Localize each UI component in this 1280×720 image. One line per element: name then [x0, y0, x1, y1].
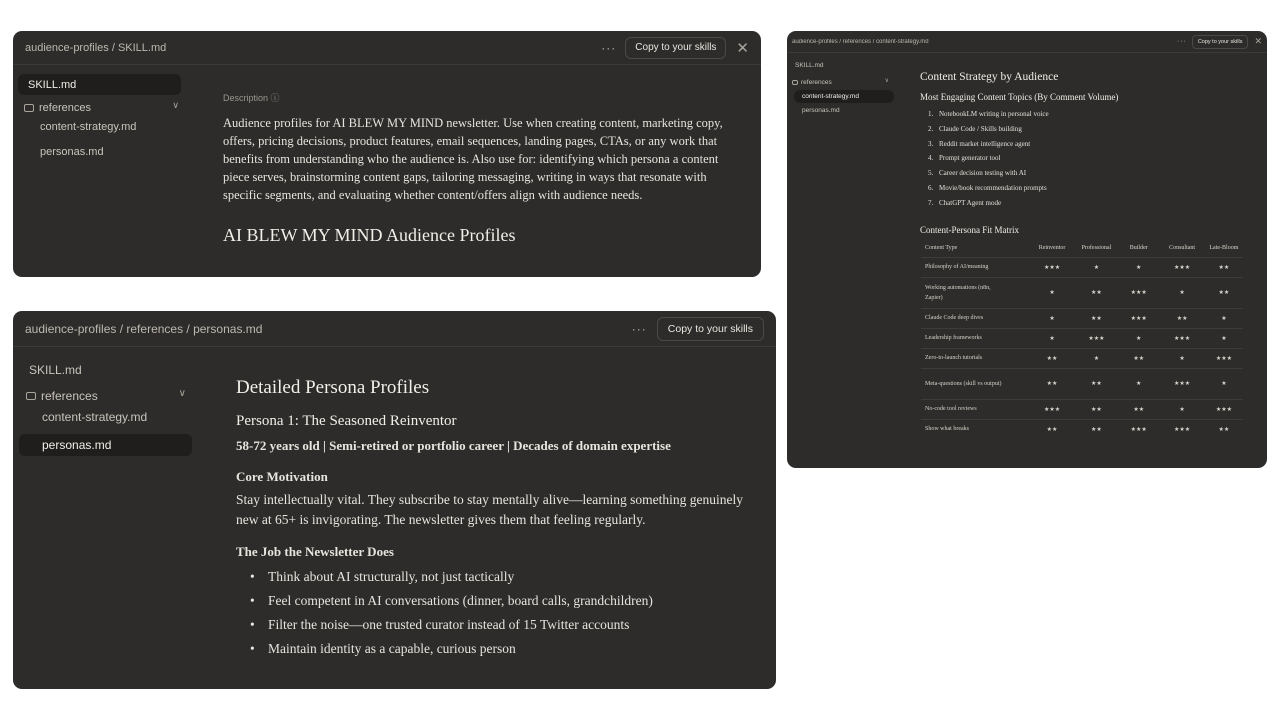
main-content	[920, 71, 1250, 439]
table-row: Leadership frameworks ★ ★★★ ★ ★★★ ★	[921, 328, 1243, 348]
copy-to-skills-button[interactable]: Copy to your skills	[657, 317, 764, 341]
folder-icon	[792, 80, 798, 85]
job-heading: The Job the Newsletter Does	[236, 544, 394, 559]
main-content	[223, 91, 743, 246]
sidebar-item-label: references	[801, 78, 832, 86]
list-item: 6. Movie/book recommendation prompts	[928, 183, 1047, 192]
chevron-down-icon[interactable]: ∨	[178, 388, 186, 399]
list-item: 4. Prompt generator tool	[928, 154, 1001, 163]
sidebar-item-references[interactable]	[24, 100, 179, 116]
list-item: 7. ChatGPT Agent mode	[928, 198, 1002, 207]
motivation-heading: Core Motivation	[236, 469, 328, 484]
list-item: • Think about AI structurally, not just tactically	[250, 569, 515, 584]
column-header: Professional	[1081, 244, 1112, 251]
page-title: Detailed Persona Profiles	[236, 377, 430, 398]
personas-md-window	[13, 311, 776, 689]
persona-meta: 58-72 years old | Semi-retired or portfolio career | Decades of domain expertise	[236, 438, 671, 453]
sidebar-item-label: content-strategy.md	[42, 410, 148, 424]
table-row: Philosophy of AI/meaning ★★★ ★ ★ ★★★ ★★	[921, 257, 1243, 277]
sidebar-item-label: personas.md	[42, 438, 112, 452]
sidebar-item-content-strategy[interactable]	[40, 121, 136, 133]
breadcrumb: audience-profiles / references / content-strategy.md	[792, 38, 929, 45]
close-icon[interactable]: ✕	[736, 39, 749, 57]
content-strategy-md-window	[787, 31, 1267, 468]
sidebar-item-skill-md[interactable]	[18, 74, 181, 95]
column-header: Builder	[1129, 244, 1148, 251]
window-header	[13, 311, 776, 347]
list-item: • Feel competent in AI conversations (dinner, board calls, grandchildren)	[250, 593, 653, 608]
topics-heading: Most Engaging Content Topics (By Comment Volume)	[920, 92, 1119, 102]
list-item: 1. NotebookLM writing in personal voice	[928, 110, 1049, 118]
sidebar-item-label: references	[41, 389, 98, 403]
sidebar-item-label: content-strategy.md	[40, 121, 137, 133]
breadcrumb: audience-profiles / references / personas.md	[25, 321, 263, 336]
table-body	[921, 257, 1243, 439]
folder-icon	[26, 392, 36, 400]
matrix-heading: Content-Persona Fit Matrix	[920, 224, 1019, 235]
sidebar-item-label: SKILL.md	[795, 62, 824, 69]
sidebar-item-label: references	[39, 102, 91, 114]
sidebar-item-personas[interactable]	[19, 434, 192, 456]
sidebar-item-label: content-strategy.md	[802, 93, 859, 100]
sidebar-item-label: personas.md	[40, 146, 104, 158]
more-options-button[interactable]: ···	[1176, 38, 1187, 45]
chevron-down-icon[interactable]: ∨	[884, 78, 889, 84]
list-item: • Maintain identity as a capable, curious person	[250, 641, 516, 656]
sidebar-item-references[interactable]	[792, 77, 889, 87]
window-header	[787, 31, 1267, 53]
window-header	[13, 31, 761, 65]
sidebar-item-label: SKILL.md	[28, 78, 77, 91]
table-row: Working automations (n8n, Zapier) ★ ★★ ★★★ ★ ★★	[921, 277, 1243, 308]
close-icon[interactable]: ✕	[1254, 36, 1262, 46]
fit-matrix-table	[921, 241, 1243, 440]
page-title: Content Strategy by Audience	[920, 71, 1059, 83]
copy-to-skills-button[interactable]: Copy to your skills	[1192, 35, 1249, 49]
skill-md-window	[13, 31, 761, 277]
sidebar-item-skill-md[interactable]	[29, 363, 82, 377]
persona-heading: Persona 1: The Seasoned Reinventor	[236, 413, 457, 429]
sidebar-item-personas[interactable]	[40, 146, 104, 158]
table-row: Claude Code deep dives ★ ★★ ★★★ ★★ ★	[921, 308, 1243, 328]
description-label: Description ⓘ	[223, 93, 280, 103]
column-header: Late-Bloom	[1209, 244, 1239, 251]
main-content	[236, 377, 761, 661]
table-row: No-code tool reviews ★★★ ★★ ★★ ★ ★★★	[921, 399, 1243, 419]
table-row: Zero-to-launch tutorials ★★ ★ ★★ ★ ★★★	[921, 348, 1243, 368]
job-list	[236, 565, 761, 661]
more-options-button[interactable]: ···	[601, 40, 617, 55]
list-item: • Filter the noise—one trusted curator instead of 15 Twitter accounts	[250, 617, 630, 632]
topics-list	[920, 107, 1250, 211]
list-item: 3. Reddit market intelligence agent	[928, 139, 1031, 148]
table-row: Meta-questions (skill vs output) ★★ ★★ ★ ★★★ ★	[921, 368, 1243, 399]
folder-icon	[24, 104, 34, 112]
breadcrumb: audience-profiles / SKILL.md	[25, 41, 167, 54]
chevron-down-icon[interactable]: ∨	[172, 100, 179, 110]
sidebar-item-label: SKILL.md	[29, 363, 82, 377]
sidebar-item-content-strategy[interactable]	[42, 410, 147, 424]
list-item: 2. Claude Code / Skills building	[928, 124, 1022, 133]
description-text: Audience profiles for AI BLEW MY MIND newsletter. Use when creating content, marketing copy, offers, pricing decisions, product features, email sequences, landing pages, CTAs, or any work that benefits from understanding who the audience is. Also use for: identifying which persona a content piece serves, brainstorming content gaps, tailoring messaging, writing in ways that resonate with specific segments, and evaluating whether content/offers align with audience needs.	[223, 116, 723, 202]
column-header: Content Type	[925, 244, 958, 251]
table-row: Show what breaks ★★ ★★ ★★★ ★★★ ★★	[921, 419, 1243, 439]
list-item: 5. Career decision testing with AI	[928, 169, 1027, 178]
sidebar-item-references[interactable]	[26, 388, 186, 404]
column-header: Consultant	[1169, 244, 1196, 251]
table-header-row	[921, 241, 1243, 258]
sidebar-item-label: personas.md	[802, 107, 840, 114]
column-header: Reinventor	[1038, 244, 1066, 251]
copy-to-skills-button[interactable]: Copy to your skills	[625, 37, 726, 59]
sidebar-item-skill-md[interactable]	[795, 62, 824, 69]
sidebar-item-personas[interactable]	[802, 107, 840, 114]
page-heading: AI BLEW MY MIND Audience Profiles	[223, 225, 516, 245]
more-options-button[interactable]: ···	[631, 321, 647, 336]
sidebar-item-content-strategy[interactable]	[794, 90, 894, 103]
motivation-text: Stay intellectually vital. They subscribe to stay mentally alive—learning something genuinely new at 65+ is invigorating. The newsletter gives them that feeling regularly.	[236, 492, 744, 527]
